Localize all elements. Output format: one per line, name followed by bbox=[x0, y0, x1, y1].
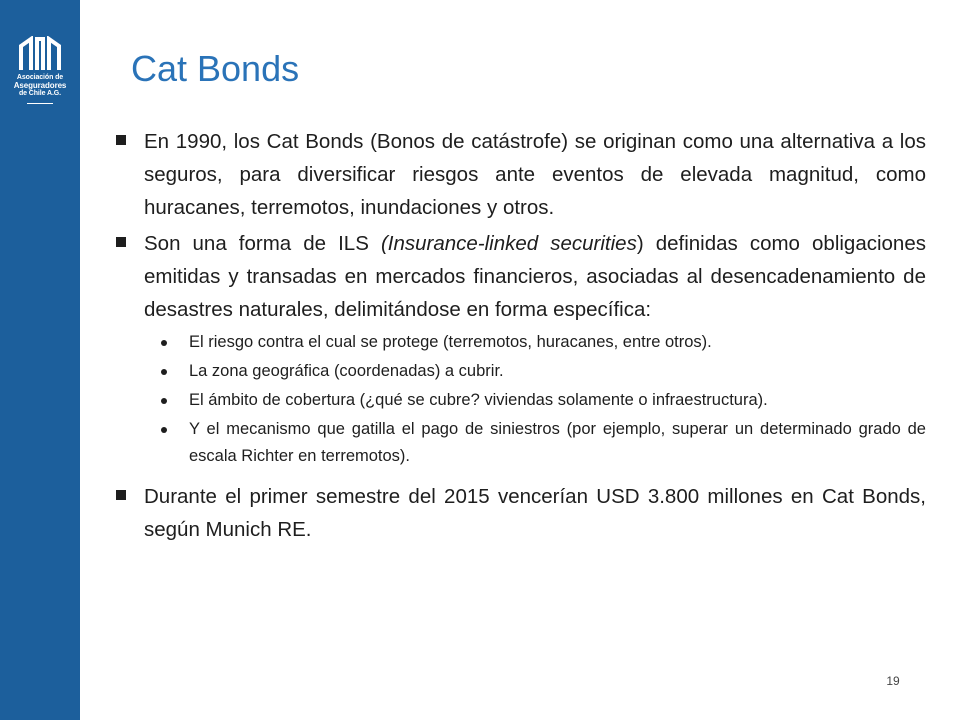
slide-title: Cat Bonds bbox=[131, 48, 300, 89]
sub-item bbox=[112, 329, 926, 356]
bullet-item bbox=[112, 480, 926, 546]
dot-bullet-icon bbox=[161, 340, 167, 346]
logo-line-2: Aseguradores bbox=[13, 81, 67, 90]
sub-item bbox=[112, 387, 926, 414]
sub-item-text: La zona geográfica (coordenadas) a cubrir. bbox=[189, 362, 504, 380]
sub-item-text: Y el mecanismo que gatilla el pago de siniestros (por ejemplo, superar un determinado grado de escala Richter en terremotos). bbox=[189, 420, 926, 465]
sub-item-text: El riesgo contra el cual se protege (terremotos, huracanes, entre otros). bbox=[189, 333, 712, 351]
logo-rule bbox=[27, 103, 53, 104]
bullet-text: En 1990, los Cat Bonds (Bonos de catástrofe) se originan como una alternativa a los seguros, para diversificar riesgos ante eventos de elevada magnitud, como huracanes, terremotos, inundaciones y otros. bbox=[144, 130, 926, 219]
bullet-text: Durante el primer semestre del 2015 vencerían USD 3.800 millones en Cat Bonds, según Munich RE. bbox=[144, 485, 926, 541]
dot-bullet-icon bbox=[161, 398, 167, 404]
bullet-text-italic: (Insurance-linked securities bbox=[380, 232, 637, 255]
square-bullet-icon bbox=[116, 490, 126, 500]
sub-item bbox=[112, 416, 926, 470]
bullet-item bbox=[112, 227, 926, 326]
slide-content bbox=[112, 125, 926, 549]
sub-item-text: El ámbito de cobertura (¿qué se cubre? viviendas solamente o infraestructura). bbox=[189, 391, 768, 409]
logo-text bbox=[0, 74, 80, 98]
sidebar bbox=[0, 0, 80, 720]
logo-line-1: Asociación de bbox=[16, 74, 64, 81]
association-logo bbox=[0, 36, 80, 104]
bullet-text-end: ) definidas como obligaciones emitidas y transadas en mercados financieros, asociadas al desencadenamiento de desastres naturales, delimitándose en forma específica: bbox=[144, 232, 926, 321]
square-bullet-icon bbox=[116, 237, 126, 247]
square-bullet-icon bbox=[116, 135, 126, 145]
bullet-item bbox=[112, 125, 926, 224]
sub-list bbox=[112, 329, 926, 470]
dot-bullet-icon bbox=[161, 369, 167, 375]
logo-line-3: de Chile A.G. bbox=[18, 90, 61, 97]
sub-item bbox=[112, 358, 926, 385]
page-number: 19 bbox=[886, 674, 900, 688]
columns-emblem-icon bbox=[15, 36, 65, 70]
bullet-text-start: Son una forma de ILS bbox=[144, 232, 381, 255]
dot-bullet-icon bbox=[161, 427, 167, 433]
